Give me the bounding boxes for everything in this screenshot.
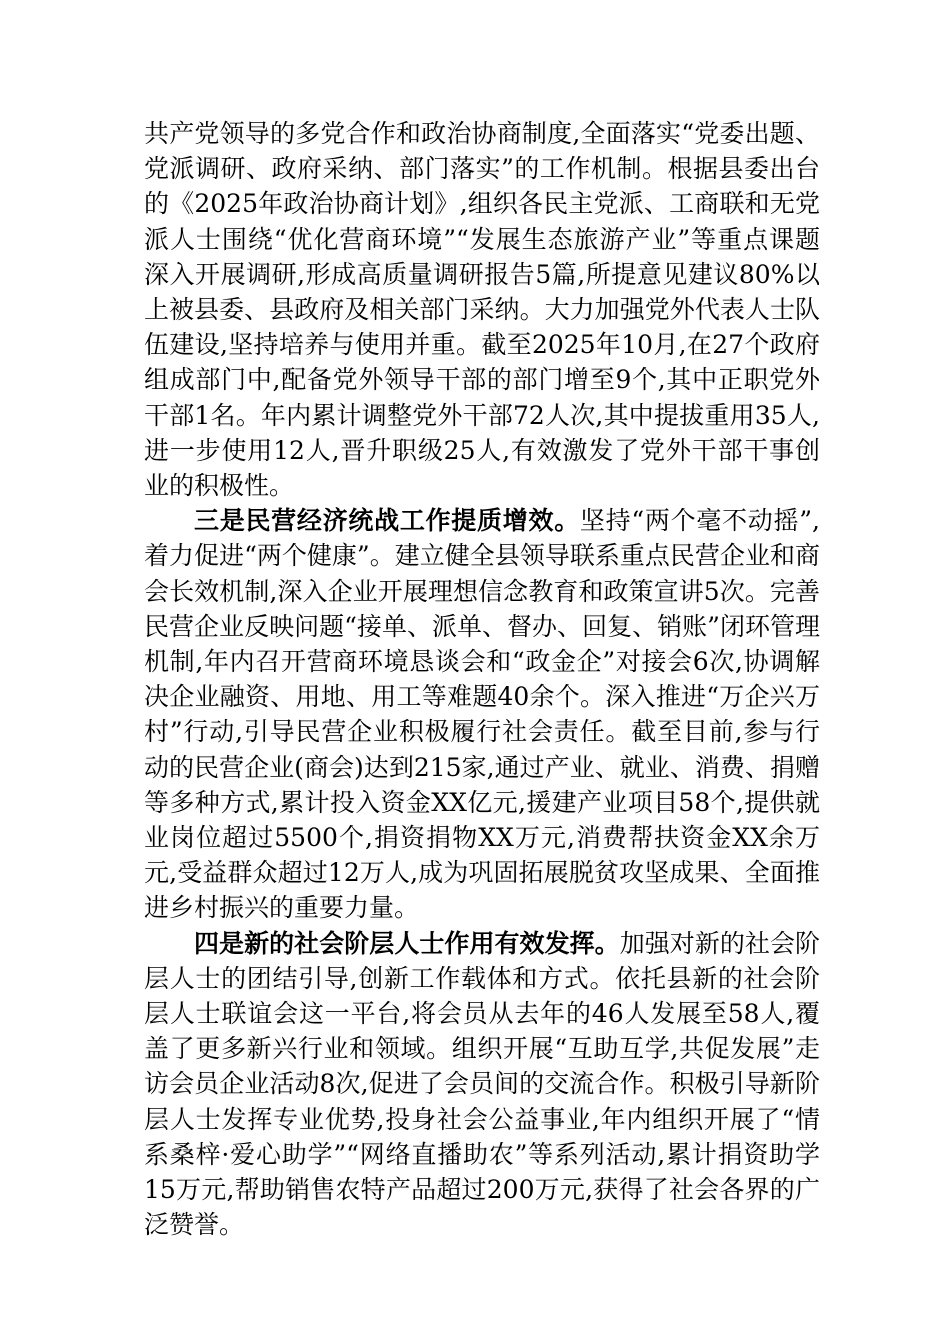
document-body xyxy=(144,116,820,1243)
paragraph-2-lead: 三是民营经济统战工作提质增效。 xyxy=(194,506,580,536)
paragraph-2 xyxy=(144,503,820,925)
paragraph-3-lead: 四是新的社会阶层人士作用有效发挥。 xyxy=(194,928,620,958)
paragraph-2-text: 坚持“两个毫不动摇”,着力促进“两个健康”。建立健全县领导联系重点民营企业和商会长效机制,深入企业开展理想信念教育和政策宣讲5次。完善民营企业反映问题“接单、派单、督办、回复、销账”闭环管理机制,年内召开营商环境恳谈会和“政金企”对接会6次,协调解决企业融资、用地、用工等难题40余个。深入推进“万企兴万村”行动,引导民营企业积极履行社会责任。截至目前,参与行动的民营企业(商会)达到215家,通过产业、就业、消费、捐赠等多种方式,累计投入资金XX亿元,援建产业项目58个,提供就业岗位超过5500个,捐资捐物XX万元,消费帮扶资金XX余万元,受益群众超过12万人,成为巩固拓展脱贫攻坚成果、全面推进乡村振兴的重要力量。 xyxy=(144,506,820,923)
paragraph-3 xyxy=(144,926,820,1243)
paragraph-1 xyxy=(144,116,820,503)
paragraph-1-text: 共产党领导的多党合作和政治协商制度,全面落实“党委出题、党派调研、政府采纳、部门落实”的工作机制。根据县委出台的《2025年政治协商计划》,组织各民主党派、工商联和无党派人士围绕“优化营商环境”“发展生态旅游产业”等重点课题深入开展调研,形成高质量调研报告5篇,所提意见建议80%以上被县委、县政府及相关部门采纳。大力加强党外代表人士队伍建设,坚持培养与使用并重。截至2025年10月,在27个政府组成部门中,配备党外领导干部的部门增至9个,其中正职党外干部1名。年内累计调整党外干部72人次,其中提拔重用35人,进一步使用12人,晋升职级25人,有效激发了党外干部干事创业的积极性。 xyxy=(144,119,820,501)
paragraph-3-text: 加强对新的社会阶层人士的团结引导,创新工作载体和方式。依托县新的社会阶层人士联谊会这一平台,将会员从去年的46人发展至58人,覆盖了更多新兴行业和领域。组织开展“互助互学,共促发展”走访会员企业活动8次,促进了会员间的交流合作。积极引导新阶层人士发挥专业优势,投身社会公益事业,年内组织开展了“情系桑梓·爱心助学”“网络直播助农”等系列活动,累计捐资助学15万元,帮助销售农特产品超过200万元,获得了社会各界的广泛赞誉。 xyxy=(144,928,820,1240)
